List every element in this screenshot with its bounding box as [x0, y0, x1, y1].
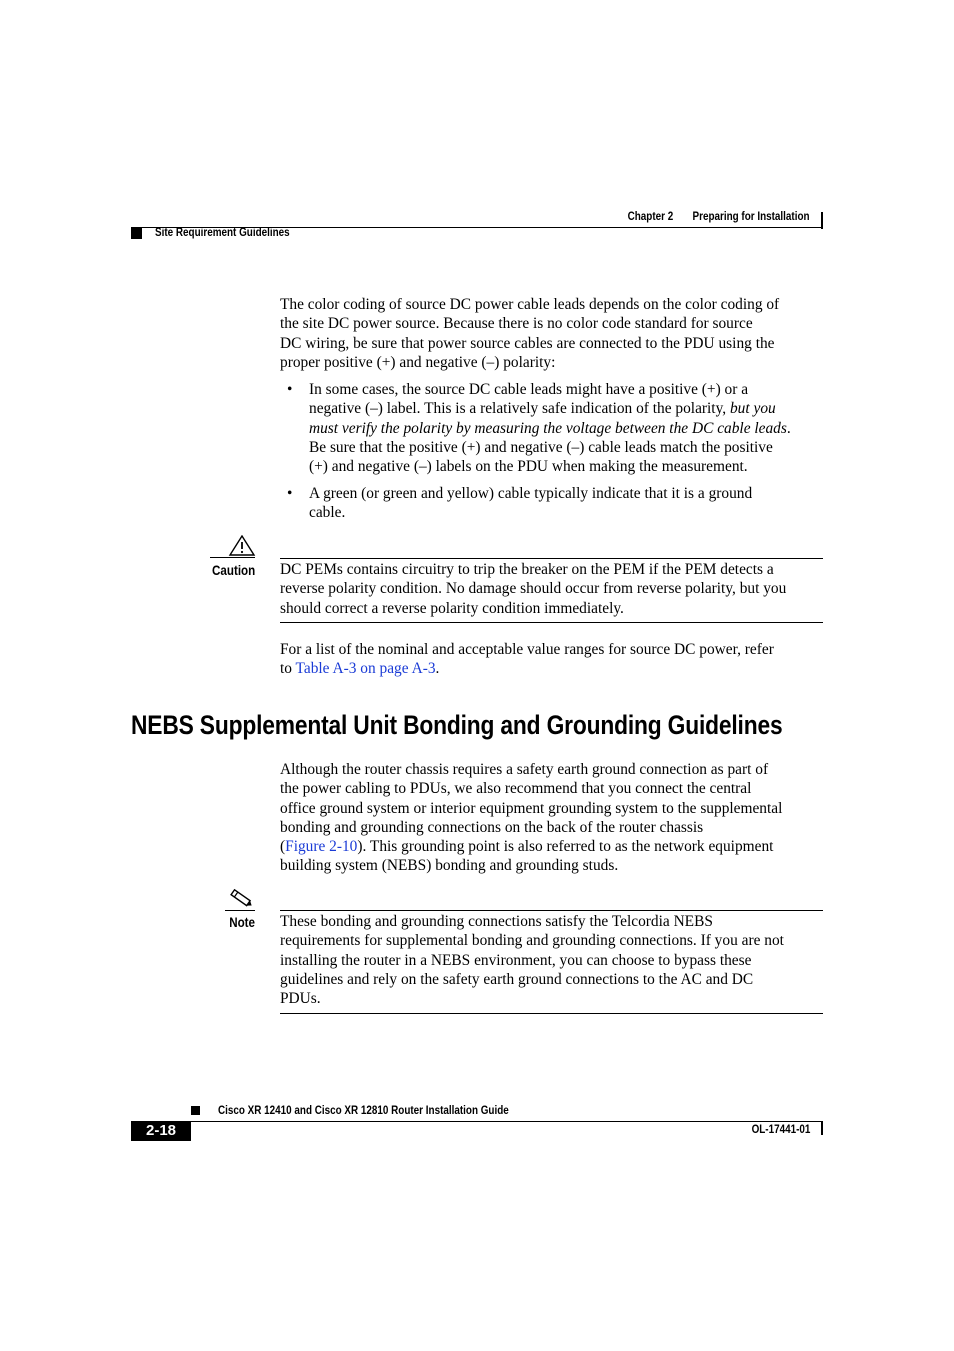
- reference-text-run: to: [280, 660, 296, 678]
- section-heading: NEBS Supplemental Unit Bonding and Grounding Guidelines: [131, 710, 783, 740]
- reference-line: [280, 659, 825, 678]
- note-pencil-icon: [228, 886, 254, 910]
- caution-warning-icon: [228, 535, 256, 557]
- note-line: PDUs.: [280, 990, 321, 1008]
- bullet-item: [309, 484, 825, 523]
- footer-guide-title: Cisco XR 12410 and Cisco XR 12810 Router Installation Guide: [218, 1105, 509, 1117]
- bullet-line: [309, 399, 825, 418]
- bullet-emphasis: but you: [729, 400, 776, 418]
- footer-marker: [191, 1106, 200, 1115]
- bullet-emphasis: must verify the polarity by measuring the voltage between the DC cable leads: [309, 419, 787, 437]
- nebs-text-run: (: [280, 838, 286, 856]
- intro-line: The color coding of source DC power cable leads depends on the color coding of: [280, 296, 780, 313]
- caution-top-rule: [280, 558, 823, 559]
- header-chapter: Chapter 2: [628, 211, 674, 223]
- page-number: 2-18: [131, 1121, 191, 1141]
- note-text: [280, 912, 825, 1008]
- note-line: These bonding and grounding connections satisfy the Telcordia NEBS: [280, 913, 713, 930]
- intro-line: proper positive (+) and negative (–) polarity:: [280, 353, 556, 371]
- footer-right-tick: [821, 1121, 823, 1135]
- nebs-line: office ground system or interior equipment grounding system to the supplemental: [280, 799, 783, 817]
- note-label: Note: [229, 915, 255, 930]
- bullet-line: cable.: [309, 504, 346, 522]
- bullet-line: In some cases, the source DC cable leads might have a positive (+) or a: [309, 381, 749, 398]
- nebs-text-run: ). This grounding point is also referred to as the network equipment: [357, 838, 774, 856]
- note-line: guidelines and rely on the safety earth ground connections to the AC and DC: [280, 970, 754, 988]
- note-bottom-rule: [280, 1013, 823, 1014]
- nebs-line: [280, 837, 825, 856]
- bullet-line: [309, 419, 825, 438]
- header-section: Site Requirement Guidelines: [155, 227, 290, 239]
- header-section-marker: [131, 228, 142, 239]
- bullet-line: A green (or green and yellow) cable typically indicate that it is a ground: [309, 485, 753, 502]
- reference-paragraph: [280, 640, 825, 679]
- nebs-paragraph: [280, 760, 825, 876]
- intro-paragraph: [280, 295, 825, 372]
- caution-label: Caution: [211, 563, 255, 578]
- note-line: requirements for supplemental bonding and grounding connections. If you are not: [280, 932, 784, 950]
- caution-line: reverse polarity condition. No damage should occur from reverse polarity, but you: [280, 580, 787, 598]
- caution-line: should correct a reverse polarity condition immediately.: [280, 599, 624, 617]
- caution-line: DC PEMs contains circuitry to trip the breaker on the PEM if the PEM detects a: [280, 561, 774, 578]
- bullet-dot-icon: •: [287, 381, 293, 398]
- note-line: installing the router in a NEBS environment, you can choose to bypass these: [280, 951, 752, 969]
- caution-icon-underline: [210, 557, 255, 558]
- bullet-line: (+) and negative (–) labels on the PDU when making the measurement.: [309, 458, 748, 476]
- nebs-line: Although the router chassis requires a safety earth ground connection as part of: [280, 761, 769, 778]
- bullet-text-run: .: [786, 419, 791, 437]
- nebs-line: bonding and grounding connections on the back of the router chassis: [280, 818, 704, 836]
- footer-rule: [131, 1121, 823, 1122]
- header-chapter-title: Preparing for Installation: [692, 211, 810, 223]
- nebs-line: the power cabling to PDUs, we also recommend that you connect the central: [280, 780, 752, 798]
- bullet-line: Be sure that the positive (+) and negative (–) cable leads match the positive: [309, 438, 773, 456]
- note-icon-underline: [225, 910, 255, 911]
- nebs-line: building system (NEBS) bonding and grounding studs.: [280, 857, 619, 875]
- figure-2-10-link[interactable]: Figure 2-10: [285, 838, 358, 856]
- table-a3-link[interactable]: Table A-3 on page A-3: [295, 660, 436, 678]
- bullet-dot-icon: •: [287, 485, 293, 502]
- bullet-item: [309, 380, 825, 476]
- intro-line: the site DC power source. Because there is no color code standard for source: [280, 315, 753, 333]
- note-top-rule: [280, 910, 823, 911]
- reference-text-run: .: [435, 660, 440, 678]
- caution-bottom-rule: [280, 622, 823, 623]
- caution-text: [280, 560, 825, 618]
- intro-line: DC wiring, be sure that power source cables are connected to the PDU using the: [280, 334, 775, 352]
- reference-line: For a list of the nominal and acceptable value ranges for source DC power, refer: [280, 641, 774, 658]
- footer-doc-number: OL-17441-01: [751, 1124, 810, 1136]
- bullet-text-run: negative (–) label. This is a relatively safe indication of the polarity,: [309, 400, 730, 418]
- header-chapter-line: [628, 211, 810, 223]
